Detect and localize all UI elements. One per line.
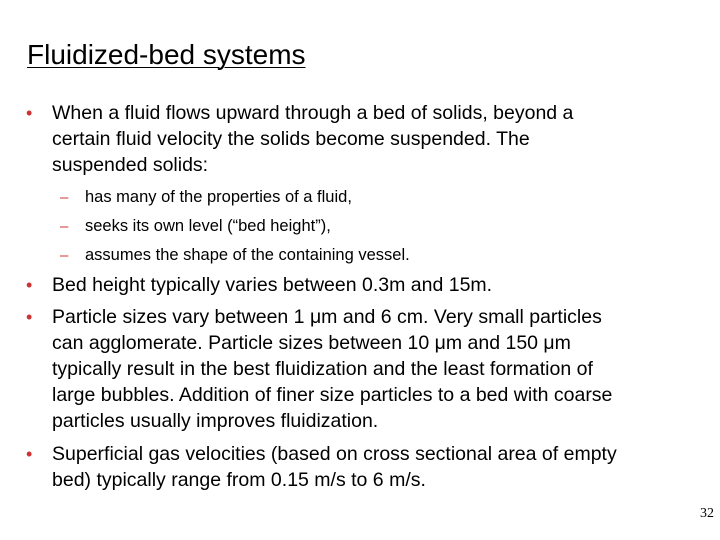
bullet-marker: • [26, 444, 33, 464]
sub-item-3: assumes the shape of the containing vessel. [85, 246, 410, 264]
bullet-marker: • [26, 307, 33, 327]
bullet-3-line-5: particles usually improves fluidization. [52, 410, 379, 432]
slide-title: Fluidized-bed systems [27, 39, 306, 70]
bullet-4-line-1: Superficial gas velocities (based on cross sectional area of empty [52, 443, 617, 465]
bullet-1-line-1: When a fluid flows upward through a bed of solids, beyond a [52, 102, 574, 124]
page-number: 32 [700, 506, 714, 521]
bullet-marker: • [26, 275, 33, 295]
bullet-3-line-4: large bubbles. Addition of finer size particles to a bed with coarse [52, 384, 613, 406]
bullet-4-line-2: bed) typically range from 0.15 m/s to 6 m/s. [52, 469, 426, 491]
bullet-3-line-2: can agglomerate. Particle sizes between 10 μm and 150 μm [52, 332, 571, 354]
bullet-2-line-1: Bed height typically varies between 0.3m and 15m. [52, 274, 493, 296]
sub-marker: – [60, 247, 69, 264]
sub-marker: – [60, 189, 69, 206]
bullet-3-line-1: Particle sizes vary between 1 μm and 6 cm. Very small particles [52, 306, 602, 328]
sub-marker: – [60, 218, 69, 235]
bullet-1-line-2: certain fluid velocity the solids become suspended. The [52, 128, 530, 150]
sub-item-2: seeks its own level (“bed height”), [85, 217, 331, 235]
bullet-marker: • [26, 103, 33, 123]
bullet-3-line-3: typically result in the best fluidization and the least formation of [52, 358, 593, 380]
bullet-1-line-3: suspended solids: [52, 154, 209, 176]
sub-item-1: has many of the properties of a fluid, [85, 188, 352, 206]
